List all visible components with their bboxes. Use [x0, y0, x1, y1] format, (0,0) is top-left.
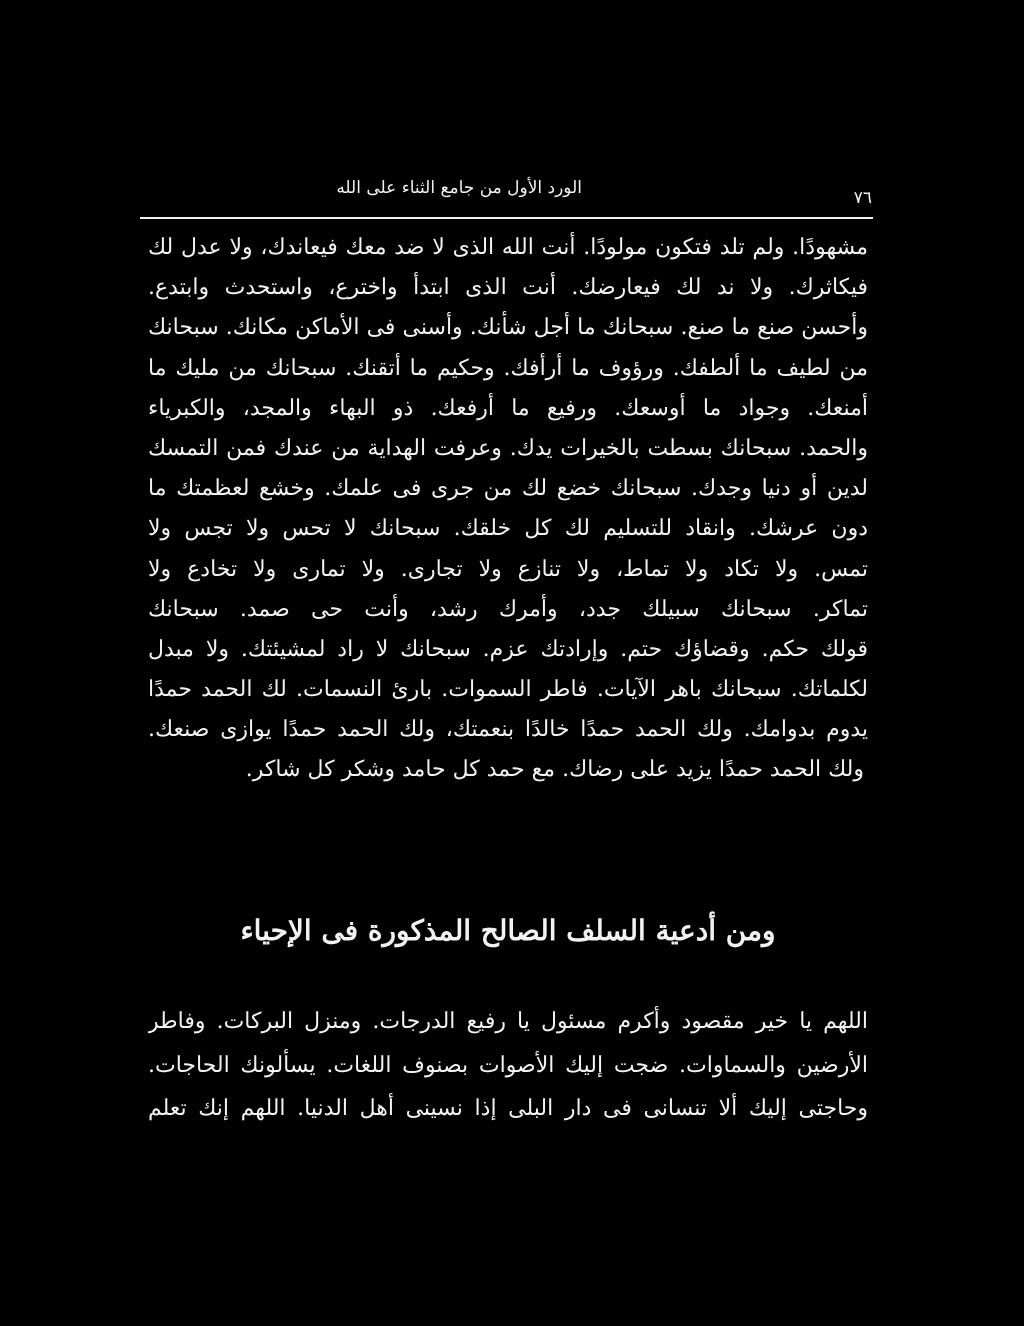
text-line: تماكر. سبحانك سبيلك جدد، وأمرك رشد، وأنت حى صمد. سبحانك — [148, 596, 868, 622]
text-line: وأحسن صنع ما صنع. سبحانك ما أجل شأنك. وأسنى فى الأماكن مكانك. سبحانك — [148, 315, 868, 341]
text-line: من لطيف ما ألطفك. ورؤوف ما أرأفك. وحكيم ما أتقنك. سبحانك من مليك ما — [148, 355, 868, 381]
text-line: لكلماتك. سبحانك باهر الآيات. فاطر السموات. بارئ النسمات. لك الحمد حمدًا — [148, 677, 868, 703]
running-head — [140, 176, 872, 206]
prayer-line: وحاجتى إليك ألا تنسانى فى دار البلى إذا نسينى أهل الدنيا. اللهم إنك تعلم — [148, 1096, 868, 1121]
text-line: فيكاثرك. ولا ند لك فيعارضك. أنت الذى ابتدأ واخترع، واستحدث وابتدع. — [148, 275, 868, 301]
prayer-text — [148, 1000, 868, 1131]
prayer-line: اللهم يا خير مقصود وأكرم مسئول يا رفيع الدرجات. ومنزل البركات. وفاطر — [148, 1009, 868, 1034]
text-line: مشهودًا. ولم تلد فتكون مولودًا. أنت الله الذى لا ضد معك فيعاندك، ولا عدل لك — [148, 235, 868, 260]
prayer-line: الأرضين والسماوات. ضجت إليك الأصوات بصنوف اللغات. يسألونك الحاجات. — [148, 1052, 868, 1078]
header-rule — [140, 217, 873, 219]
text-line: تمس. ولا تكاد ولا تماط، ولا تنازع ولا تجارى. ولا تمارى ولا تخادع ولا — [148, 556, 868, 582]
text-line: دون عرشك. وانقاد للتسليم لك كل خلقك. سبحانك لا تحس ولا تجس ولا — [148, 516, 868, 542]
text-line: قولك حكم. وقضاؤك حتم. وإرادتك عزم. سبحانك لا راد لمشيئتك. ولا مبدل — [148, 636, 868, 662]
section-heading: ومن أدعية السلف الصالح المذكورة فى الإحياء — [240, 914, 776, 947]
text-line: والحمد. سبحانك بسطت بالخيرات يدك. وعرفت الهداية من عندك فمن التمسك — [148, 435, 868, 461]
running-title: الورد الأول من جامع الثناء على الله — [336, 178, 582, 198]
text-line: لدين أو دنيا وجدك. سبحانك خضع لك من جرى فى علمك. وخشع لعظمتك ما — [148, 476, 868, 502]
text-line: ولك الحمد حمدًا يزيد على رضاك. مع حمد كل حامد وشكر كل شاكر. — [245, 757, 864, 783]
text-line: أمنعك. وجواد ما أوسعك. ورفيع ما أرفعك. ذو البهاء والمجد، والكبرياء — [148, 395, 868, 421]
body-text — [148, 228, 868, 791]
text-line: يدوم بدوامك. ولك الحمد حمدًا خالدًا بنعمتك، ولك الحمد حمدًا يوازى صنعك. — [148, 717, 868, 743]
page-number: ٧٦ — [853, 188, 872, 208]
